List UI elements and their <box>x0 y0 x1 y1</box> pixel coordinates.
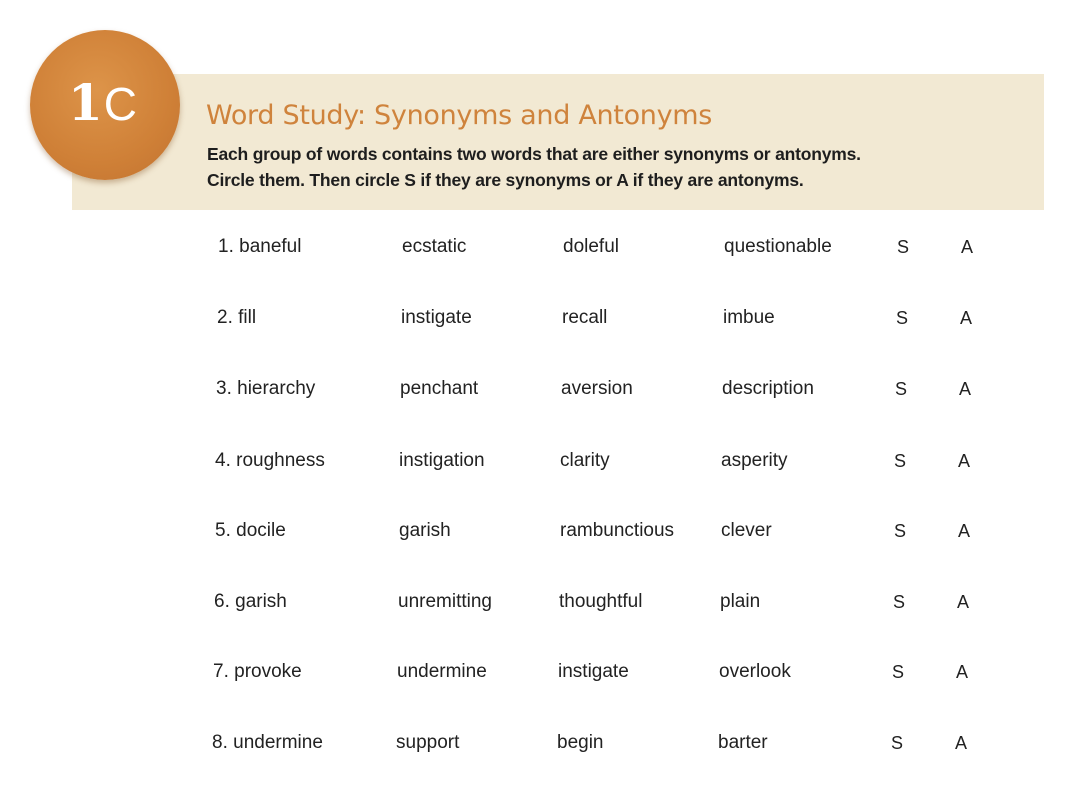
word-option[interactable]: support <box>396 732 460 753</box>
antonym-choice[interactable]: A <box>958 451 971 471</box>
antonym-choice[interactable]: A <box>956 662 969 682</box>
antonym-choice[interactable]: A <box>959 379 972 399</box>
word-option[interactable]: instigate <box>558 661 629 682</box>
item-number-and-word[interactable]: 6. garish <box>214 591 287 612</box>
word-option[interactable]: clarity <box>560 450 610 471</box>
word-option[interactable]: doleful <box>563 236 619 257</box>
antonym-choice[interactable]: A <box>955 733 968 753</box>
synonym-choice[interactable]: S <box>894 451 907 471</box>
synonym-choice[interactable]: S <box>891 733 904 753</box>
lesson-title: Word Study: Synonyms and Antonyms <box>206 100 713 131</box>
synonym-choice[interactable]: S <box>897 237 910 257</box>
word-option[interactable]: imbue <box>723 307 775 328</box>
word-option[interactable]: begin <box>557 732 604 753</box>
word-option[interactable]: overlook <box>719 661 791 682</box>
word-option[interactable]: instigate <box>401 307 472 328</box>
word-option[interactable]: description <box>722 378 814 399</box>
lesson-badge-label: 1C <box>67 73 137 132</box>
instruction-line-1: Each group of words contains two words that are either synonyms or antonyms. <box>207 144 861 164</box>
word-option[interactable]: aversion <box>561 378 633 399</box>
word-option[interactable]: recall <box>562 307 608 328</box>
synonym-choice[interactable]: S <box>892 662 905 682</box>
word-option[interactable]: barter <box>718 732 768 753</box>
word-option[interactable]: rambunctious <box>560 520 675 541</box>
antonym-choice[interactable]: A <box>961 237 974 257</box>
item-number-and-word[interactable]: 7. provoke <box>213 661 302 682</box>
item-number-and-word[interactable]: 5. docile <box>215 520 286 541</box>
antonym-choice[interactable]: A <box>957 592 970 612</box>
word-option[interactable]: unremitting <box>398 591 492 612</box>
word-option[interactable]: penchant <box>400 378 479 399</box>
word-option[interactable]: garish <box>399 520 451 541</box>
item-number-and-word[interactable]: 3. hierarchy <box>216 378 316 399</box>
word-option[interactable]: instigation <box>399 450 485 471</box>
synonym-choice[interactable]: S <box>893 592 906 612</box>
synonym-choice[interactable]: S <box>896 308 909 328</box>
antonym-choice[interactable]: A <box>960 308 973 328</box>
item-number-and-word[interactable]: 8. undermine <box>212 732 323 753</box>
item-number-and-word[interactable]: 2. fill <box>217 307 257 328</box>
antonym-choice[interactable]: A <box>958 521 971 541</box>
word-option[interactable]: thoughtful <box>559 591 643 612</box>
word-option[interactable]: undermine <box>397 661 487 682</box>
word-option[interactable]: plain <box>720 591 761 612</box>
word-option[interactable]: questionable <box>724 236 832 257</box>
word-option[interactable]: asperity <box>721 450 788 471</box>
word-option[interactable]: ecstatic <box>402 236 467 257</box>
synonym-choice[interactable]: S <box>895 379 908 399</box>
word-option[interactable]: clever <box>721 520 772 541</box>
synonym-choice[interactable]: S <box>894 521 907 541</box>
item-number-and-word[interactable]: 4. roughness <box>215 450 325 471</box>
instruction-line-2: Circle them. Then circle S if they are synonyms or A if they are antonyms. <box>207 170 804 190</box>
item-number-and-word[interactable]: 1. baneful <box>218 236 302 257</box>
lesson-badge <box>30 30 180 180</box>
